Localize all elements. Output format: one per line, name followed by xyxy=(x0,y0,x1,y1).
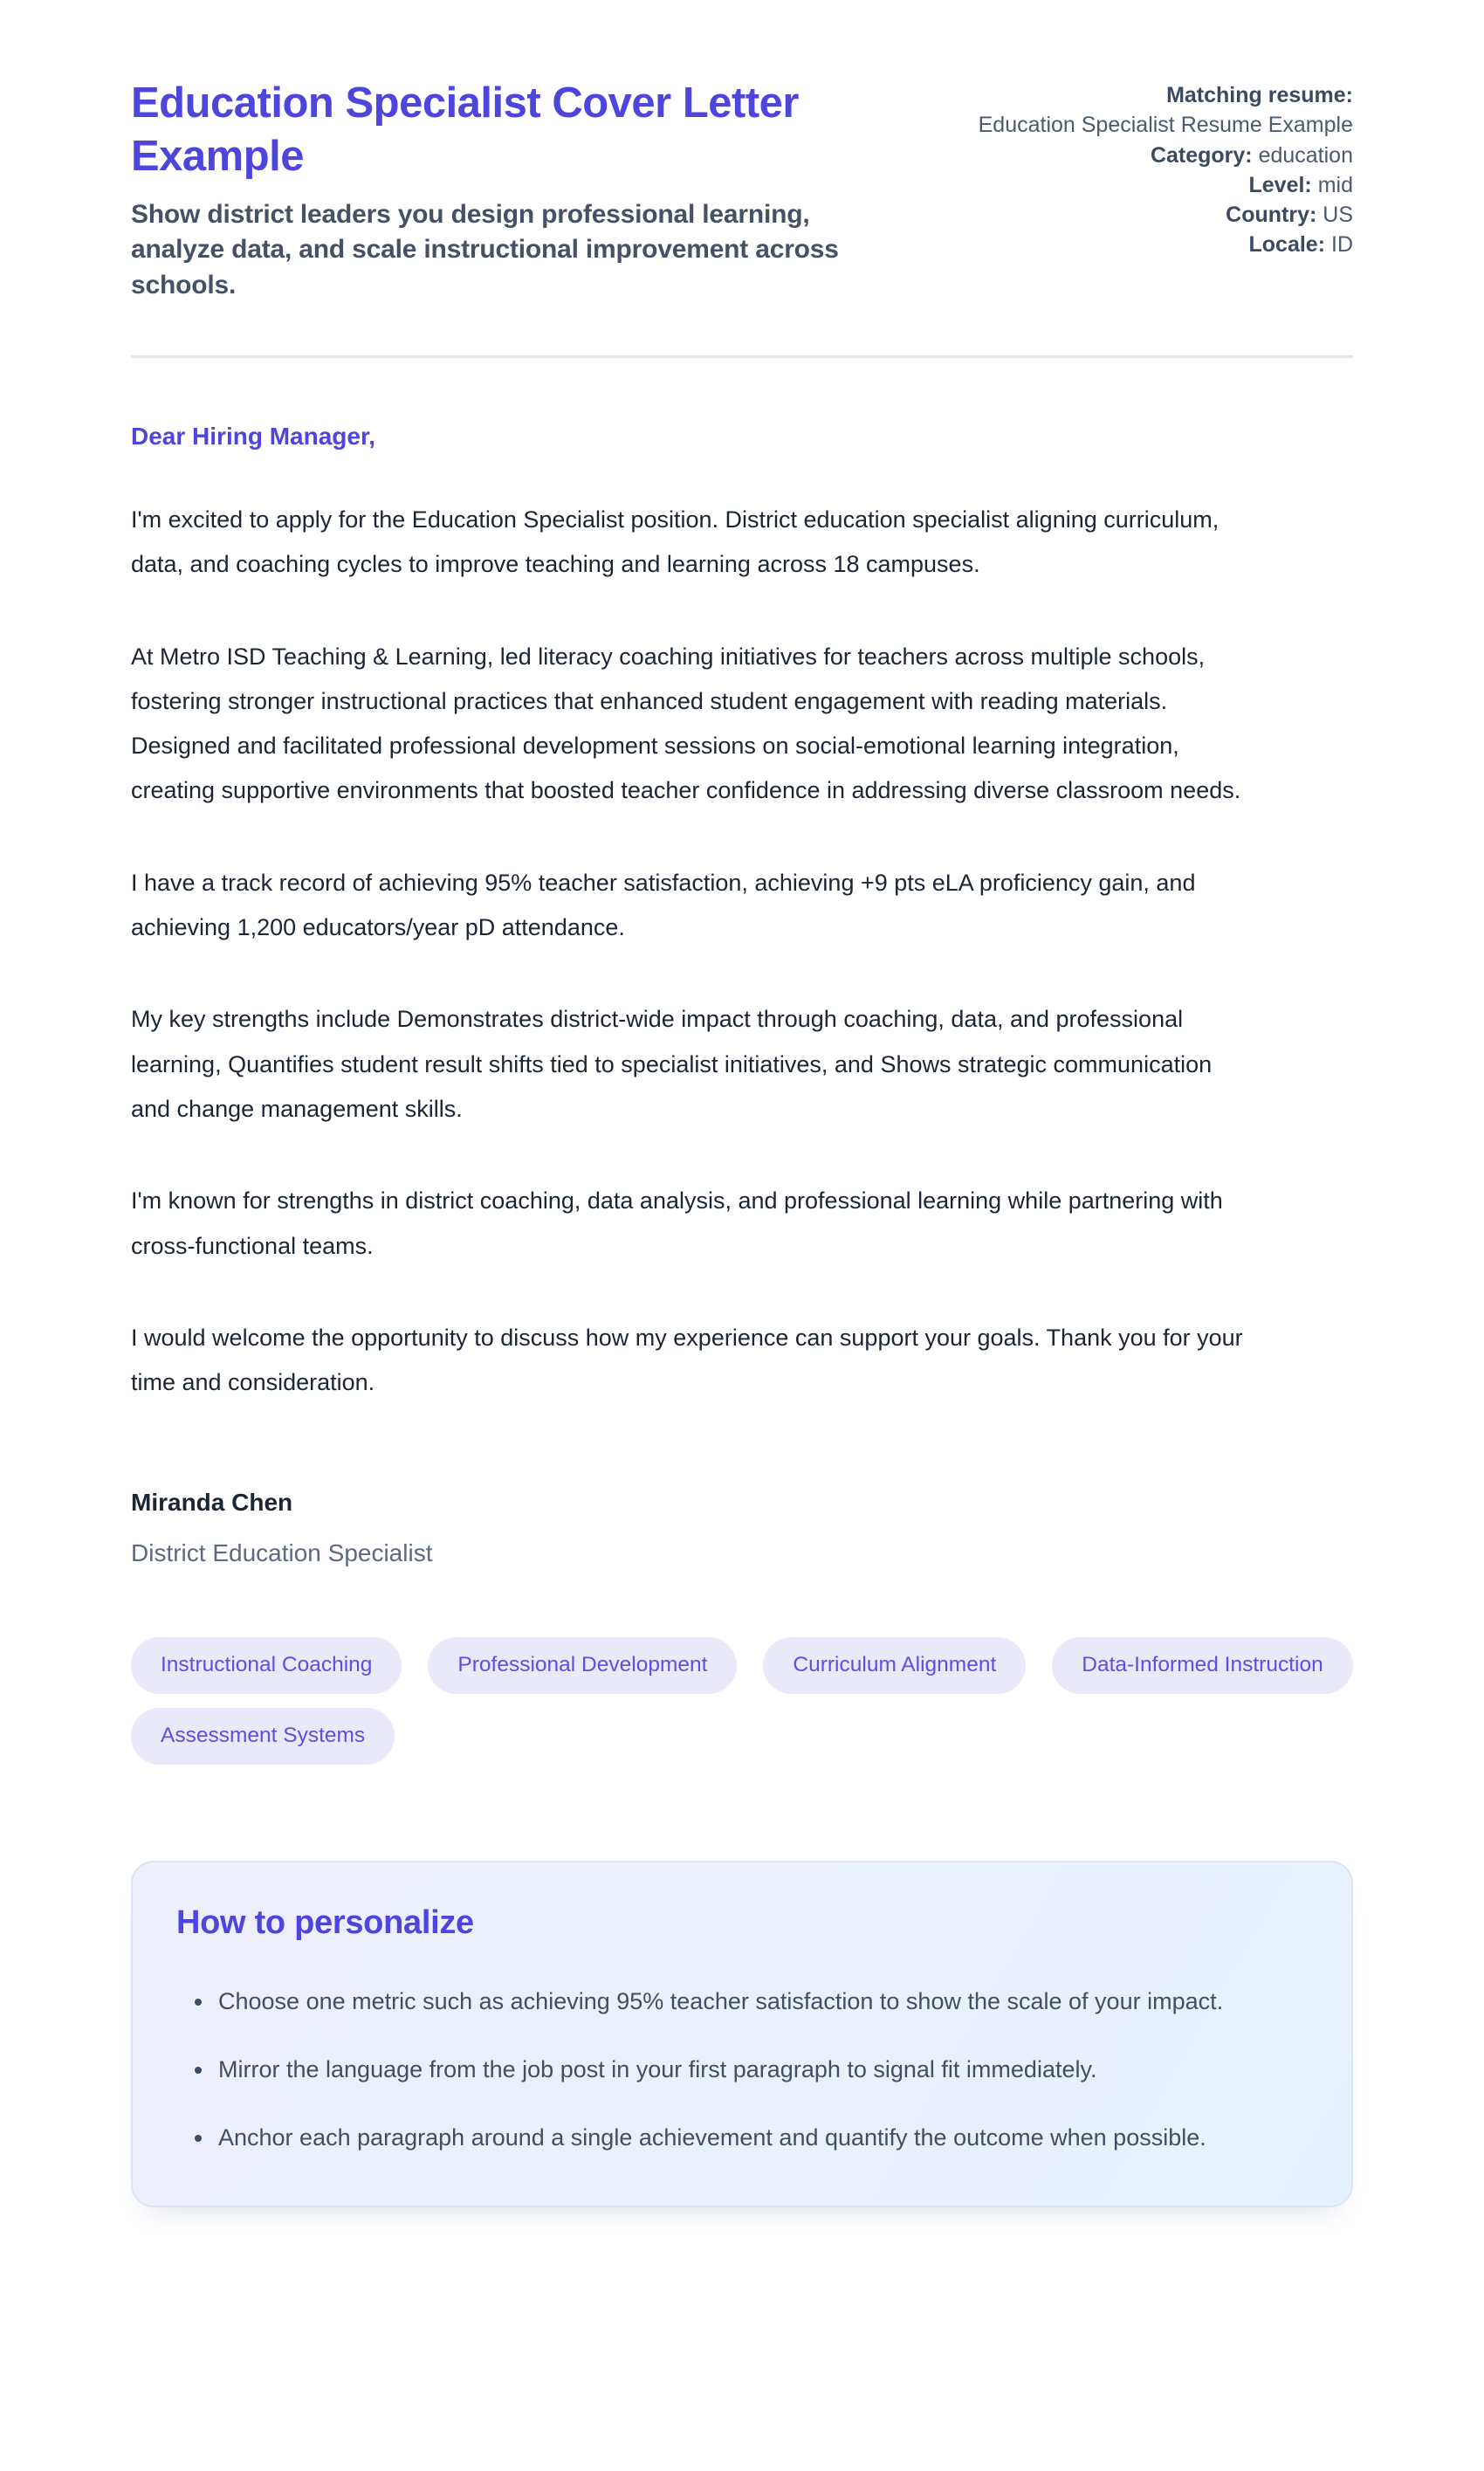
header-divider xyxy=(131,355,1353,358)
meta-row: Country: US xyxy=(1226,203,1353,227)
meta-matching-label: Matching resume: xyxy=(1166,83,1353,107)
meta-row: Locale: ID xyxy=(1248,232,1353,258)
meta-row-label: Country: xyxy=(1226,203,1317,227)
tag-pill: Data-Informed Instruction xyxy=(1052,1637,1352,1694)
tip-item: • Anchor each paragraph around a single achievement and quantify the outcome when possible. xyxy=(215,2117,1308,2160)
personalize-tips xyxy=(176,1980,1308,2160)
meta-row-label: Locale: xyxy=(1248,232,1326,258)
tag-pill: Curriculum Alignment xyxy=(763,1637,1026,1694)
paragraph: My key strengths include Demonstrates district-wide impact through coaching, data, and professional learning, Quantifies student result shifts tied to specialist initiatives, and Shows strategic communication and change management skills. xyxy=(131,1006,1213,1122)
letter-paragraphs xyxy=(131,498,1353,1405)
page-title: Education Specialist Cover Letter Example xyxy=(131,79,799,180)
tip-item: • Choose one metric such as achieving 95% teacher satisfaction to show the scale of your impact. xyxy=(215,1980,1308,2024)
tag-pill: Professional Development xyxy=(428,1637,737,1694)
meta-matching-value: Education Specialist Resume Example xyxy=(978,113,1353,138)
meta-row: Level: mid xyxy=(1248,172,1353,197)
paragraph: I'm known for strengths in district coaching, data analysis, and professional learning while partnering with cross-functional teams. xyxy=(131,1187,1223,1259)
header xyxy=(131,77,1353,303)
title-block xyxy=(131,77,899,303)
paragraph: I would welcome the opportunity to discuss how my experience can support your goals. Thank you for your time and consideration. xyxy=(131,1324,1243,1396)
tag-list xyxy=(131,1637,1353,1765)
personalize-title: How to personalize xyxy=(176,1904,474,1942)
page-subtitle: Show district leaders you design professional learning, analyze data, and scale instructional improvement across schools. xyxy=(131,199,839,299)
meta-row-label: Level: xyxy=(1248,172,1312,197)
paragraph: At Metro ISD Teaching & Learning, led literacy coaching initiatives for teachers across multiple schools, fostering stronger instructional practices that enhanced student engagement with reading materials. Designed and facilitated professional development sessions on social-emotional learning integration, creating supportive environments that boosted teacher confidence in addressing diverse classroom needs. xyxy=(131,643,1241,804)
meta-row: Category: education xyxy=(1150,142,1353,168)
letter-body xyxy=(131,423,1353,2207)
signature-title: District Education Specialist xyxy=(131,1539,433,1567)
paragraph: I'm excited to apply for the Education Specialist position. District education specialist aligning curriculum, data, and coaching cycles to improve teaching and learning across 18 campuses. xyxy=(131,506,1219,578)
meta-row-label: Category: xyxy=(1150,142,1253,168)
tag-pill: Instructional Coaching xyxy=(131,1637,402,1694)
tag-pill: Assessment Systems xyxy=(131,1708,395,1765)
paragraph: I have a track record of achieving 95% teacher satisfaction, achieving +9 pts eLA proficiency gain, and achieving 1,200 educators/year pD attendance. xyxy=(131,869,1196,941)
tip-item: • Mirror the language from the job post in your first paragraph to signal fit immediately. xyxy=(215,2048,1308,2092)
personalize-card xyxy=(131,1861,1353,2207)
meta-block xyxy=(978,77,1353,260)
signature-name: Miranda Chen xyxy=(131,1489,293,1517)
meta-rows xyxy=(978,141,1353,260)
greeting: Dear Hiring Manager, xyxy=(131,423,376,450)
